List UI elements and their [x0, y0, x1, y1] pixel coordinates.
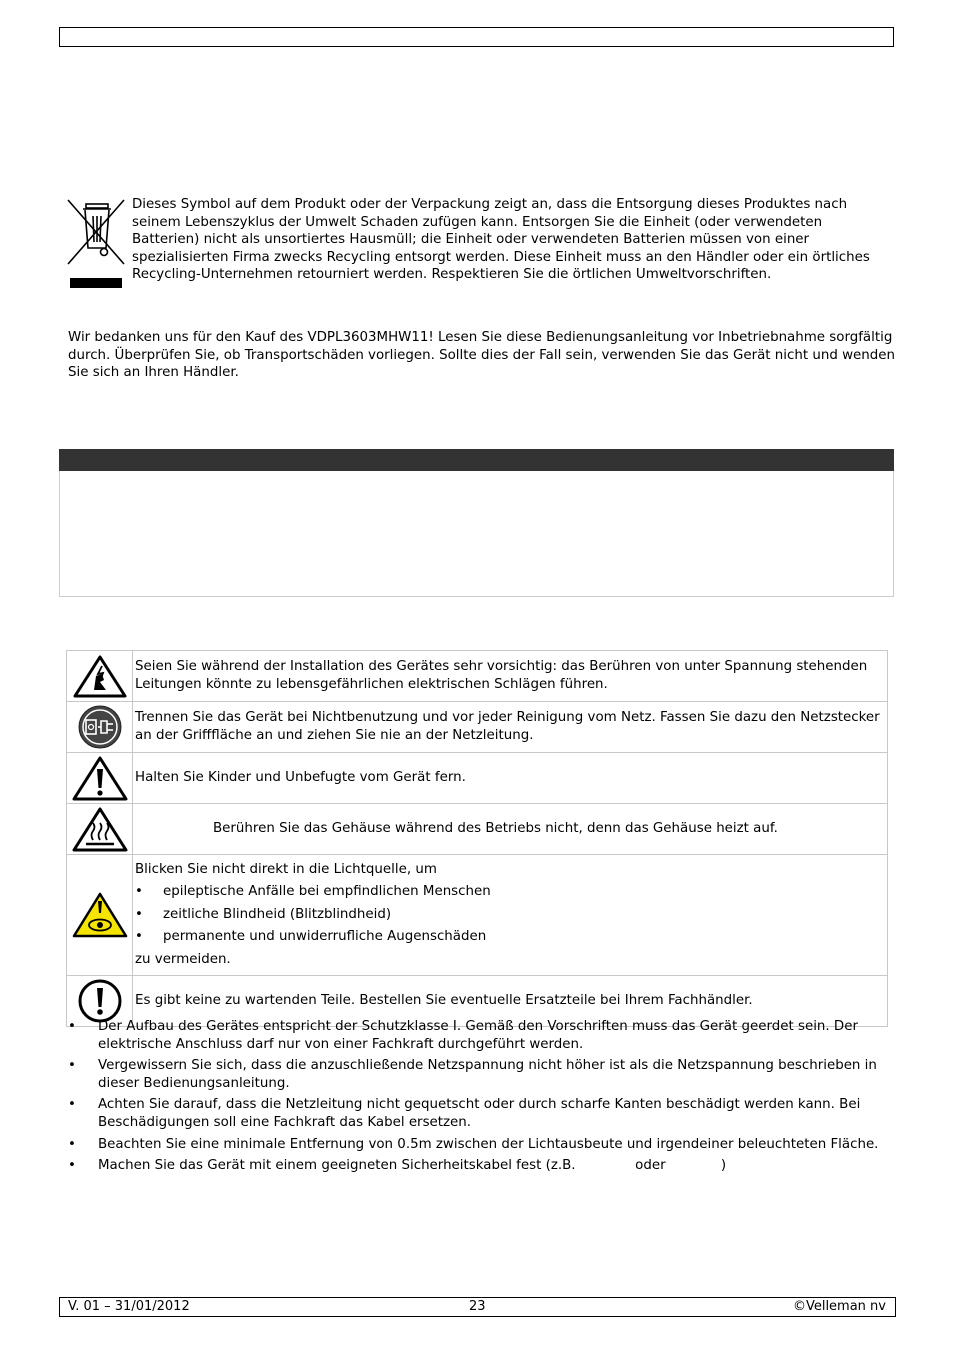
list-item-text: zeitliche Blindheid (Blitzblindheid) [163, 906, 392, 922]
list-item-text: Machen Sie das Gerät mit einem geeigneten Sicherheitskabel fest (z.B. oder ) [98, 1158, 727, 1174]
bullet-symbol: • [135, 929, 143, 944]
bullet-symbol: • [68, 1158, 76, 1174]
eye-hazard-intro: Blicken Sie nicht direkt in die Lichtquelle, um [135, 862, 437, 877]
bullet-symbol: • [68, 1136, 76, 1152]
intro-paragraph: Wir bedanken uns für den Kauf des VDPL3603MHW11! Lesen Sie diese Bedienungsanleitung vor Inbetriebnahme sorgfältig durch. Überprüfen Sie, ob Transportschäden vorliegen. Sollte dies der Fall sein, verwenden Sie das Gerät nicht und wenden Sie sich an Ihren Händler. [68, 330, 895, 381]
safety-row [67, 651, 888, 702]
safety-bullet-list [66, 1018, 890, 1179]
eye-hazard-icon [67, 855, 133, 976]
crossed-out-wheelie-bin-icon [66, 196, 128, 292]
list-item [66, 1157, 890, 1175]
safety-instructions-table [66, 650, 888, 1027]
footer-page-number: 23 [469, 1299, 486, 1314]
eye-hazard-outro: zu vermeiden. [135, 951, 231, 967]
safety-row [67, 855, 888, 976]
section-heading-bar [59, 449, 894, 471]
hot-surface-icon [67, 804, 133, 855]
list-item [135, 926, 885, 949]
bullet-symbol: • [68, 1058, 76, 1074]
list-item [66, 1136, 890, 1154]
warning-triangle-icon [67, 753, 133, 804]
safety-text: Es gibt keine zu wartenden Teile. Bestellen Sie eventuelle Ersatzteile bei Ihrem Fachhändler. [133, 975, 888, 1026]
bullet-symbol: • [135, 906, 143, 922]
list-item-text: Achten Sie darauf, dass die Netzleitung nicht gequetscht oder durch scharfe Kanten beschädigt werden kann. Bei Beschädigungen soll eine Fachkraft das Kabel ersetzen. [98, 1097, 861, 1130]
section-content-box [59, 471, 894, 597]
list-item-text: Vergewissern Sie sich, dass die anzuschließende Netzspannung nicht höher ist als die Netzspannung beschrieben in dieser Bedienungsanleitung. [98, 1058, 877, 1091]
electric-shock-warning-icon [67, 651, 133, 702]
footer-copyright: ©Velleman nv [792, 1299, 886, 1314]
list-item [66, 1057, 890, 1092]
safety-text: Halten Sie Kinder und Unbefugte vom Gerät fern. [133, 753, 888, 804]
list-item [66, 1096, 890, 1131]
safety-row [67, 804, 888, 855]
page-footer [59, 1297, 896, 1317]
footer-version: V. 01 – 31/01/2012 [68, 1299, 190, 1314]
safety-row [67, 702, 888, 753]
list-item-text: Beachten Sie eine minimale Entfernung von 0.5m zwischen der Lichtausbeute und irgendeiner beleuchteten Fläche. [98, 1136, 879, 1152]
list-item [135, 881, 885, 904]
list-item-text: epileptische Anfälle bei empfindlichen Menschen [163, 884, 491, 899]
safety-text: Trennen Sie das Gerät bei Nichtbenutzung und vor jeder Reinigung vom Netz. Fassen Sie dazu den Netzstecker an der Grifffläche an und ziehen Sie nie an der Netzleitung. [133, 702, 888, 753]
bullet-symbol: • [135, 884, 143, 899]
list-item-text: Der Aufbau des Gerätes entspricht der Schutzklasse I. Gemäß den Vorschriften muss das Gerät geerdet sein. Der elektrische Anschluss darf nur von einer Fachkraft durchgeführt werden. [98, 1019, 858, 1052]
eye-hazard-text [133, 855, 888, 976]
safety-text: Seien Sie während der Installation des Gerätes sehr vorsichtig: das Berühren von unter Spannung stehenden Leitungen könnte zu lebensgefährlichen elektrischen Schlägen führen. [133, 651, 888, 702]
page-header-box [59, 27, 894, 47]
safety-text: Berühren Sie das Gehäuse während des Betriebs nicht, denn das Gehäuse heizt auf. [133, 804, 888, 855]
list-item-text: permanente und unwiderrufliche Augenschäden [163, 929, 487, 944]
bullet-symbol: • [68, 1019, 76, 1034]
list-item [66, 1018, 890, 1053]
safety-row [67, 753, 888, 804]
weee-disposal-text: Dieses Symbol auf dem Produkt oder der Verpackung zeigt an, dass die Entsorgung dieses Produktes nach seinem Lebenszyklus der Umwelt Schaden zufügen kann. Entsorgen Sie die Einheit (oder verwendeten Batterien) nicht als unsortiertes Hausmüll; die Einheit oder verwendeten Batterien müssen von einer spezialisierten Firma zwecks Recycling entsorgt werden. Diese Einheit muss an den Händler oder ein örtliches Recycling-Unternehmen retourniert werden. Respektieren Sie die örtlichen Umweltvorschriften. [132, 197, 870, 283]
unplug-icon [67, 702, 133, 753]
bullet-symbol: • [68, 1097, 76, 1113]
list-item [135, 904, 885, 927]
